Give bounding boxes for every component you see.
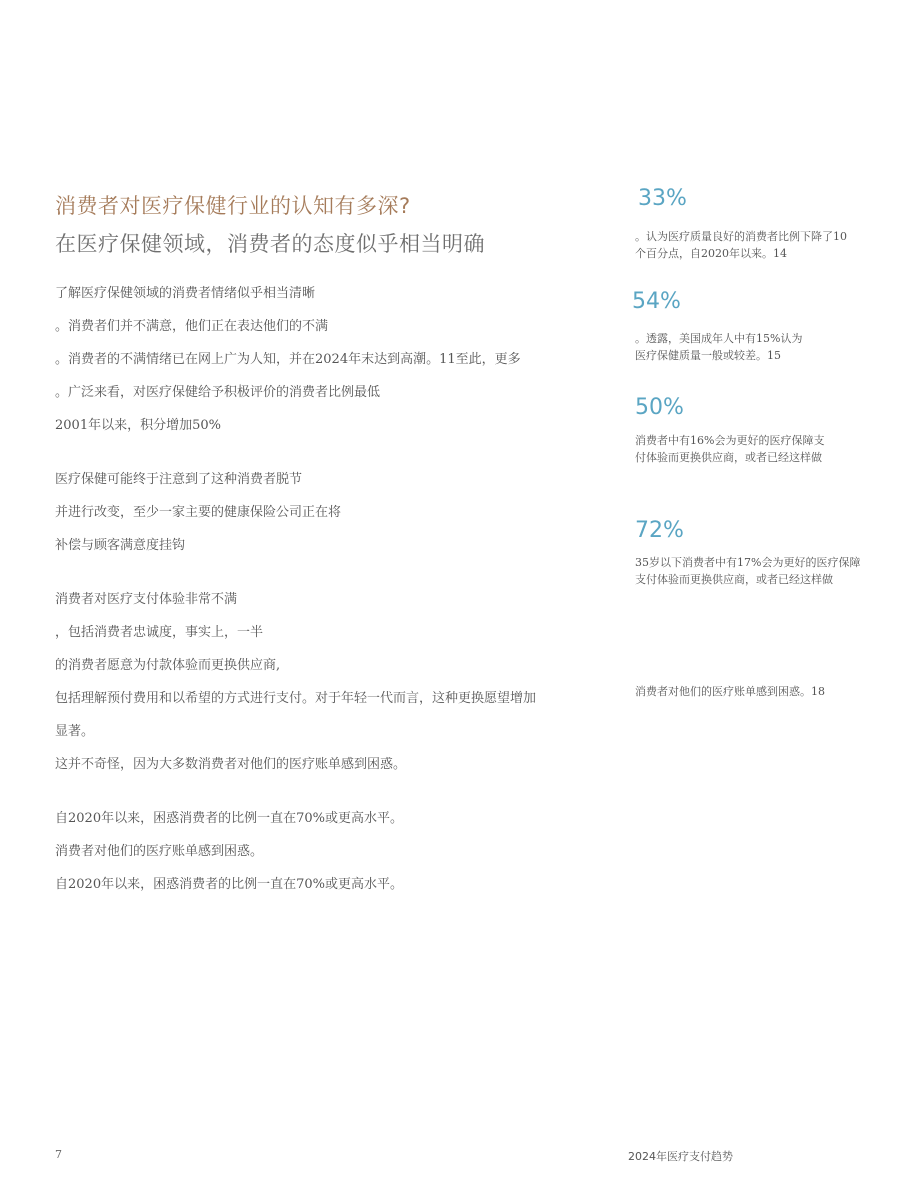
stat-description-line: 支付体验而更换供应商，或者已经这样做 [635, 573, 833, 586]
stat-description-line: 35岁以下消费者中有17%会为更好的医疗保障 [635, 556, 861, 569]
stat-description-line: 医疗保健质量一般或较差。15 [635, 349, 781, 362]
stat-value: 50% [635, 395, 684, 420]
page-subtitle: 在医疗保健领域，消费者的态度似乎相当明确 [55, 232, 485, 256]
body-line: 这并不奇怪，因为大多数消费者对他们的医疗账单感到困惑。 [55, 757, 407, 772]
body-line: 。广泛来看，对医疗保健给予积极评价的消费者比例最低 [55, 385, 381, 400]
stat-description-line: 付体验而更换供应商，或者已经这样做 [635, 451, 822, 464]
body-line: 了解医疗保健领域的消费者情绪似乎相当清晰 [55, 286, 316, 301]
footer-document-title: 2024年医疗支付趋势 [628, 1150, 733, 1163]
body-line: 补偿与顾客满意度挂钩 [55, 538, 186, 553]
body-line: 并进行改变，至少一家主要的健康保险公司正在将 [55, 505, 342, 520]
stat-description [635, 228, 847, 262]
body-line: 2001年以来，积分增加50% [55, 418, 221, 433]
body-line: 。消费者们并不满意，他们正在表达他们的不满 [55, 319, 329, 334]
body-line: 。消费者的不满情绪已在网上广为人知，并在2024年末达到高潮。11至此，更多 [55, 352, 521, 367]
stat-description [635, 432, 824, 466]
body-line: 显著。 [55, 724, 95, 739]
stat-description-line: 。透露，美国成年人中有15%认为 [635, 332, 803, 345]
body-line: 的消费者愿意为付款体验而更换供应商, [55, 658, 281, 673]
page-title: 消费者对医疗保健行业的认知有多深? [55, 194, 411, 218]
page-number: 7 [55, 1148, 62, 1161]
stat-description-line: 。认为医疗质量良好的消费者比例下降了10 [635, 230, 847, 243]
sidebar-note: 消费者对他们的医疗账单感到困惑。18 [635, 685, 825, 698]
body-line: 消费者对医疗支付体验非常不满 [55, 592, 238, 607]
stat-description [635, 330, 802, 364]
stat-value: 54% [632, 289, 681, 314]
body-line: 消费者对他们的医疗账单感到困惑。 [55, 844, 264, 859]
stat-value: 72% [635, 518, 684, 543]
stat-value: 33% [638, 186, 687, 211]
body-line: ，包括消费者忠诚度，事实上，一半 [55, 625, 264, 640]
stat-description-line: 消费者中有16%会为更好的医疗保障支 [635, 434, 825, 447]
stat-description-line: 个百分点，自2020年以来。14 [635, 247, 787, 260]
body-line: 自2020年以来，困惑消费者的比例一直在70%或更高水平。 [55, 877, 403, 892]
body-line: 包括理解预付费用和以希望的方式进行支付。对于年轻一代而言，这种更换愿望增加 [55, 691, 537, 706]
stat-description [635, 554, 860, 588]
body-line: 医疗保健可能终于注意到了这种消费者脱节 [55, 472, 303, 487]
body-line: 自2020年以来，困惑消费者的比例一直在70%或更高水平。 [55, 811, 403, 826]
